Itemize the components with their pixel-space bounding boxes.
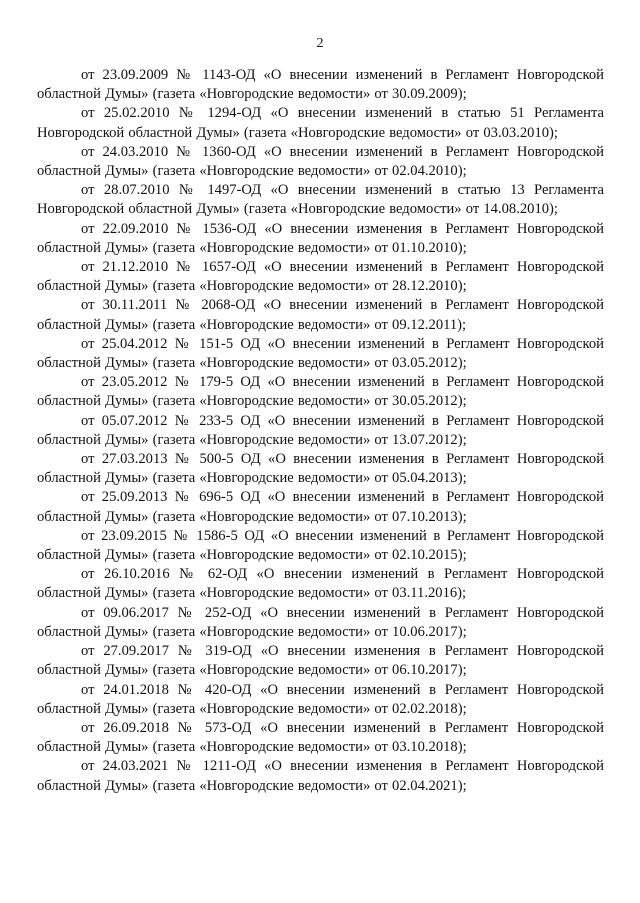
list-item: от 28.07.2010 № 1497-ОД «О внесении изменений в статью 13 Регламента Новгородской областной Думы» (газета «Новгородские ведомости» от 14.08.2010); (37, 182, 604, 218)
list-item: от 05.07.2012 № 233-5 ОД «О внесении изменений в Регламент Новгородской областной Думы» (газета «Новгородские ведомости» от 13.07.2012); (37, 412, 604, 448)
list-item: от 25.02.2010 № 1294-ОД «О внесении изменений в статью 51 Регламента Новгородской областной Думы» (газета «Новгородские ведомости» от 03.03.2010); (37, 105, 604, 141)
list-item: от 26.09.2018 № 573-ОД «О внесении изменений в Регламент Новгородской областной Думы» (газета «Новгородские ведомости» от 03.10.2018); (37, 719, 604, 756)
list-item: от 23.09.2015 № 1586-5 ОД «О внесении изменений в Регламент Новгородской областной Думы» (газета «Новгородские ведомости» от 02.10.2015); (37, 527, 604, 564)
list-item: от 24.01.2018 № 420-ОД «О внесении изменений в Регламент Новгородской областной Думы» (газета «Новгородские ведомости» от 02.02.2018); (37, 681, 604, 717)
list-item: от 22.09.2010 № 1536-ОД «О внесении изменения в Регламент Новгородской областной Думы» (газета «Новгородские ведомости» от 01.10.2010); (37, 220, 604, 256)
list-item: от 24.03.2021 № 1211-ОД «О внесении изменения в Регламент Новгородской областной Думы» (газета «Новгородские ведомости» от 02.04.2021); (37, 758, 604, 794)
list-item: от 26.10.2016 № 62-ОД «О внесении изменений в Регламент Новгородской областной Думы» (газета «Новгородские ведомости» от 03.11.2016); (37, 566, 604, 602)
page-number: 2 (316, 36, 324, 51)
amendments-list (37, 66, 604, 796)
list-item: от 24.03.2010 № 1360-ОД «О внесении изменений в Регламент Новгородской областной Думы» (газета «Новгородские ведомости» от 02.04.2010); (37, 143, 604, 180)
list-item: от 23.09.2009 № 1143-ОД «О внесении изменений в Регламент Новгородской областной Думы» (газета «Новгородские ведомости» от 30.09.2009); (37, 67, 604, 103)
list-item: от 23.05.2012 № 179-5 ОД «О внесении изменений в Регламент Новгородской областной Думы» (газета «Новгородские ведомости» от 30.05.2012); (37, 374, 604, 410)
list-item: от 25.09.2013 № 696-5 ОД «О внесении изменений в Регламент Новгородской областной Думы» (газета «Новгородские ведомости» от 07.10.2013); (37, 489, 604, 525)
list-item: от 09.06.2017 № 252-ОД «О внесении изменений в Регламент Новгородской областной Думы» (газета «Новгородские ведомости» от 10.06.2017); (37, 604, 604, 640)
list-item: от 30.11.2011 № 2068-ОД «О внесении изменений в Регламент Новгородской областной Думы» (газета «Новгородские ведомости» от 09.12.2011); (37, 297, 604, 333)
list-item: от 25.04.2012 № 151-5 ОД «О внесении изменений в Регламент Новгородской областной Думы» (газета «Новгородские ведомости» от 03.05.2012); (37, 335, 604, 372)
list-item: от 27.09.2017 № 319-ОД «О внесении изменения в Регламент Новгородской областной Думы» (газета «Новгородские ведомости» от 06.10.2017); (37, 643, 604, 679)
list-item: от 21.12.2010 № 1657-ОД «О внесении изменений в Регламент Новгородской областной Думы» (газета «Новгородские ведомости» от 28.12.2010); (37, 259, 604, 295)
list-item: от 27.03.2013 № 500-5 ОД «О внесении изменения в Регламент Новгородской областной Думы» (газета «Новгородские ведомости» от 05.04.2013); (37, 451, 604, 487)
